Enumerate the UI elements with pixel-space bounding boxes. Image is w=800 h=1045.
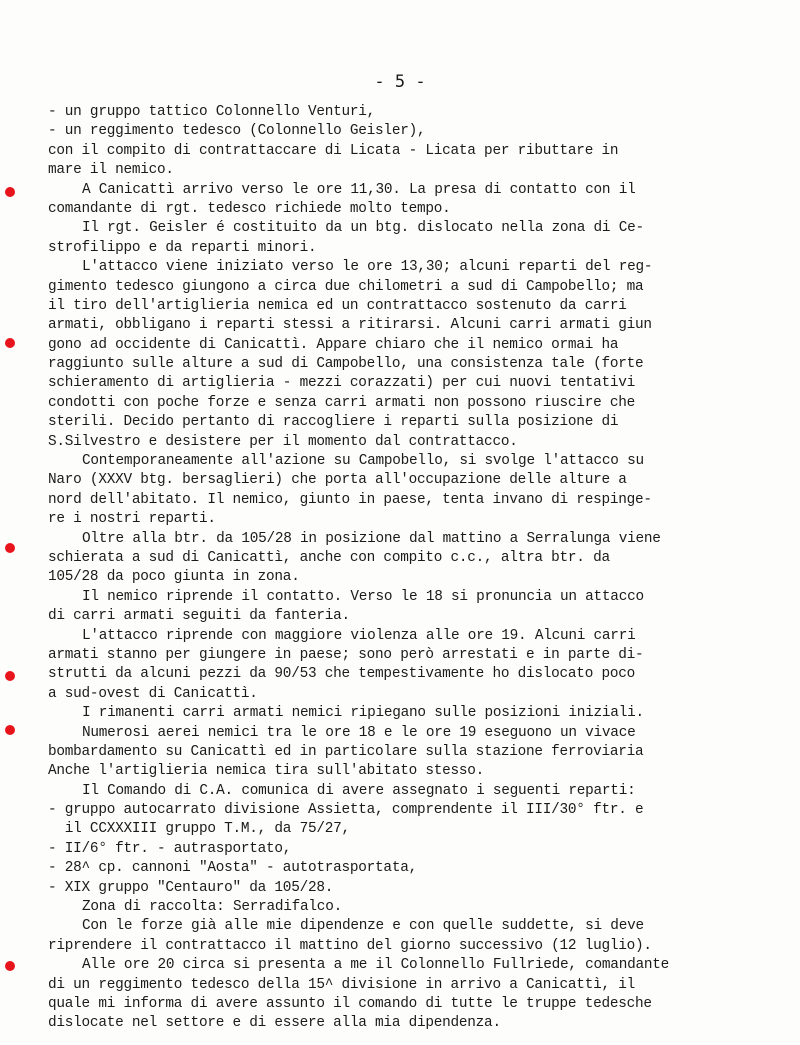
text-line: - II/6° ftr. - autrasportato, [48, 840, 292, 857]
text-line: armati, obbligano i reparti stessi a ritirarsi. Alcuni carri armati giun [48, 317, 652, 334]
text-line: Il nemico riprende il contatto. Verso le 18 si pronuncia un attacco [82, 588, 644, 605]
margin-dot-icon [5, 671, 15, 681]
text-line: comandante di rgt. tedesco richiede molto tempo. [48, 200, 451, 217]
text-line: - un gruppo tattico Colonnello Venturi, [48, 104, 376, 120]
text-line: S.Silvestro e desistere per il momento dal contrattacco. [48, 433, 518, 450]
text-line: L'attacco riprende con maggiore violenza alle ore 19. Alcuni carri [82, 627, 636, 644]
text-line: con il compito di contrattaccare di Licata - Licata per ributtare in [48, 142, 619, 159]
text-line: Naro (XXXV btg. bersaglieri) che porta all'occupazione delle alture a [48, 472, 627, 489]
text-line: quale mi informa di avere assunto il comando di tutte le truppe tedesche [48, 995, 652, 1012]
text-line: dislocate nel settore e di essere alla mia dipendenza. [48, 1015, 501, 1032]
text-line: Il rgt. Geisler é costituito da un btg. dislocato nella zona di Ce- [82, 220, 644, 237]
text-line: armati stanno per giungere in paese; sono però arrestati e in parte di- [48, 646, 644, 663]
text-line: di un reggimento tedesco della 15^ divisione in arrivo a Canicattì, il [48, 976, 636, 993]
text-line: Alle ore 20 circa si presenta a me il Colonnello Fullriede, comandante [82, 957, 670, 974]
text-line: Il Comando di C.A. comunica di avere assegnato i seguenti reparti: [82, 782, 636, 799]
text-line: condotti con poche forze e senza carri armati non possono riuscire che [48, 394, 636, 411]
text-line: - gruppo autocarrato divisione Assietta, comprendente il III/30° ftr. e [48, 802, 644, 819]
text-line: I rimanenti carri armati nemici ripiegano sulle posizioni iniziali. [82, 705, 644, 722]
text-line: di carri armati seguiti da fanteria. [48, 608, 350, 625]
text-line: bombardamento su Canicattì ed in particolare sulla stazione ferroviaria [48, 743, 644, 760]
text-line: - 28^ cp. cannoni "Aosta" - autotrasportata, [48, 860, 417, 877]
text-line: mare il nemico. [48, 162, 174, 179]
text-line: re i nostri reparti. [48, 511, 216, 528]
text-line: A Canicattì arrivo verso le ore 11,30. La presa di contatto con il [82, 181, 636, 198]
text-line: - XIX gruppo "Centauro" da 105/28. [48, 879, 334, 896]
text-line: il tiro dell'artiglieria nemica ed un contrattacco sostenuto da carri [48, 297, 627, 314]
text-line: gono ad occidente di Canicattì. Appare chiaro che il nemico ormai ha [48, 336, 619, 353]
text-line: a sud-ovest di Canicattì. [48, 685, 258, 702]
text-line: 105/28 da poco giunta in zona. [48, 569, 300, 586]
margin-dot-icon [5, 961, 15, 971]
text-line: schierata a sud di Canicattì, anche con compito c.c., altra btr. da [48, 549, 610, 566]
text-line: Numerosi aerei nemici tra le ore 18 e le ore 19 eseguono un vivace [82, 724, 636, 741]
text-line: raggiunto sulle alture a sud di Campobello, una consistenza tale (forte [48, 356, 644, 373]
text-line: sterili. Decido pertanto di raccogliere i reparti sulla posizione di [48, 414, 619, 431]
text-line: Con le forze già alle mie dipendenze e con quelle suddette, si deve [82, 918, 644, 935]
text-line: nord dell'abitato. Il nemico, giunto in paese, tenta invano di respinge- [48, 491, 652, 508]
margin-dot-icon [5, 543, 15, 553]
text-line: Oltre alla btr. da 105/28 in posizione dal mattino a Serralunga viene [82, 530, 661, 547]
text-line: gimento tedesco giungono a circa due chilometri a sud di Campobello; ma [48, 278, 644, 295]
text-line: il CCXXXIII gruppo T.M., da 75/27, [48, 821, 350, 838]
text-line: L'attacco viene iniziato verso le ore 13,30; alcuni reparti del reg- [82, 259, 653, 276]
text-line: schieramento di artiglieria - mezzi corazzati) per cui nuovi tentativi [48, 375, 636, 392]
text-line: strofilippo e da reparti minori. [48, 239, 317, 256]
margin-dot-icon [5, 725, 15, 735]
text-line: riprendere il contrattacco il mattino del giorno successivo (12 luglio). [48, 937, 652, 954]
text-line: Zona di raccolta: Serradifalco. [82, 899, 342, 916]
margin-dot-icon [5, 338, 15, 348]
text-line: Contemporaneamente all'azione su Campobello, si svolge l'attacco su [82, 453, 644, 470]
page-number: - 5 - [374, 72, 426, 92]
text-line: - un reggimento tedesco (Colonnello Geisler), [48, 123, 426, 140]
typed-body-text [48, 103, 778, 1034]
text-line: Anche l'artiglieria nemica tira sull'abitato stesso. [48, 763, 485, 780]
margin-dot-icon [5, 187, 15, 197]
text-line: strutti da alcuni pezzi da 90/53 che tempestivamente ho dislocato poco [48, 666, 636, 683]
